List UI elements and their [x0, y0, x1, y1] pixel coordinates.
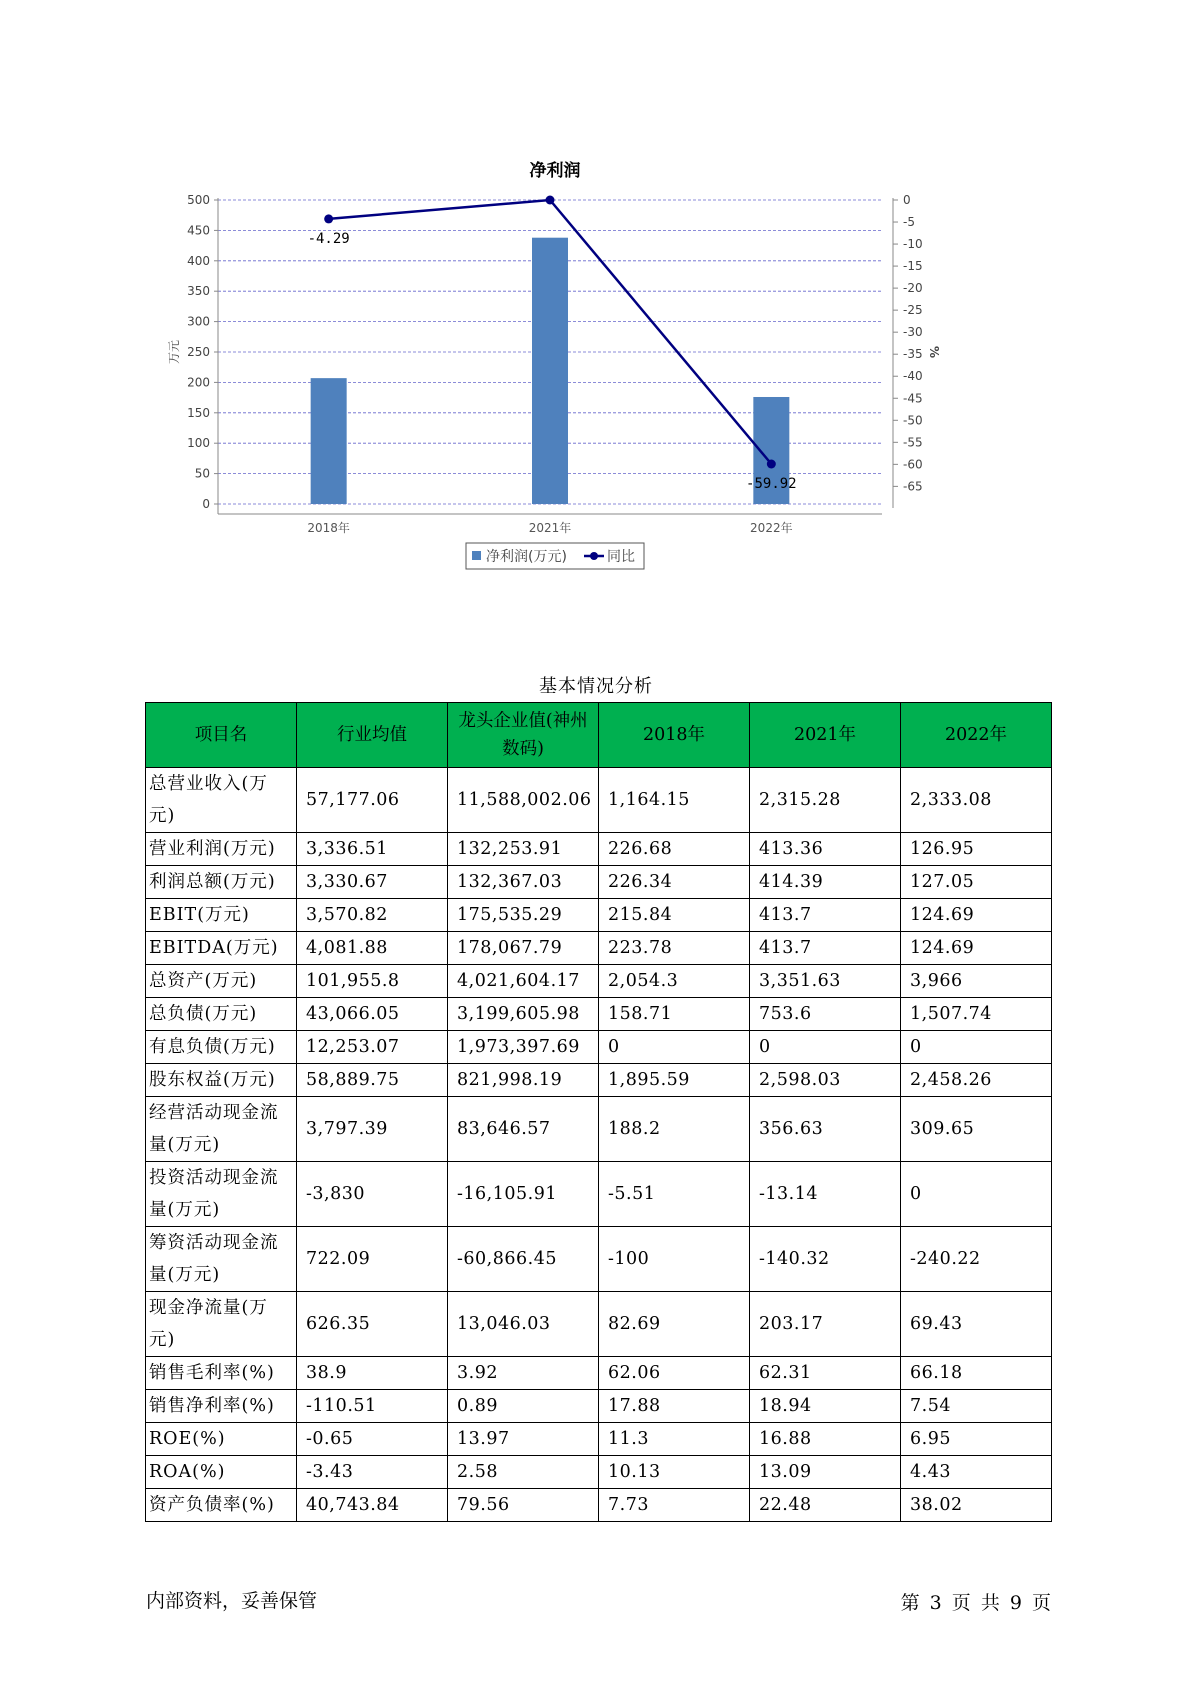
- net-profit-chart: [160, 160, 1040, 620]
- table-cell: 1,507.74: [901, 998, 1052, 1031]
- table-cell: 178,067.79: [448, 932, 599, 965]
- table-cell: 17.88: [599, 1390, 750, 1423]
- table-cell: 13,046.03: [448, 1292, 599, 1357]
- table-cell: 16.88: [750, 1423, 901, 1456]
- table-cell: 43,066.05: [297, 998, 448, 1031]
- table-cell: 13.09: [750, 1456, 901, 1489]
- table-cell: 132,253.91: [448, 833, 599, 866]
- row-label-cell: 股东权益(万元): [146, 1064, 297, 1097]
- x-tick-label: 2018年: [307, 521, 350, 535]
- legend-bar-label: 净利润(万元): [486, 549, 567, 565]
- table-cell: -60,866.45: [448, 1227, 599, 1292]
- yoy-point: [767, 459, 776, 468]
- table-cell: 626.35: [297, 1292, 448, 1357]
- table-caption: 基本情况分析: [539, 676, 653, 697]
- table-cell: 57,177.06: [297, 768, 448, 833]
- row-label-cell: 投资活动现金流量(万元): [146, 1162, 297, 1227]
- y-axis-title: 万元: [167, 339, 181, 365]
- table-cell: 356.63: [750, 1097, 901, 1162]
- y-tick-label: 150: [187, 405, 210, 420]
- row-label-cell: EBITDA(万元): [146, 932, 297, 965]
- header-year-2018: 2018年: [599, 703, 750, 768]
- table-cell: 62.31: [750, 1357, 901, 1390]
- table-cell: -0.65: [297, 1423, 448, 1456]
- table-cell: 11.3: [599, 1423, 750, 1456]
- y-tick-label: 50: [194, 466, 210, 481]
- table-cell: 413.36: [750, 833, 901, 866]
- yoy-point-label: -59.92: [746, 475, 797, 492]
- y-right-tick-label: -5: [903, 215, 915, 230]
- table-cell: 226.34: [599, 866, 750, 899]
- table-row: [146, 1456, 1052, 1489]
- row-label-cell: 有息负债(万元): [146, 1031, 297, 1064]
- table-row: [146, 1064, 1052, 1097]
- table-cell: -13.14: [750, 1162, 901, 1227]
- y-right-tick-label: -55: [903, 435, 923, 450]
- row-label-cell: EBIT(万元): [146, 899, 297, 932]
- table-cell: 3,797.39: [297, 1097, 448, 1162]
- header-year-2021: 2021年: [750, 703, 901, 768]
- bar-2018年: [311, 378, 347, 504]
- y-tick-label: 450: [187, 223, 210, 238]
- table-cell: 69.43: [901, 1292, 1052, 1357]
- table-cell: 3,351.63: [750, 965, 901, 998]
- table-cell: 10.13: [599, 1456, 750, 1489]
- table-cell: 0.89: [448, 1390, 599, 1423]
- table-cell: 413.7: [750, 932, 901, 965]
- footer-confidential: 内部资料，妥善保管: [146, 1590, 318, 1612]
- table-cell: 6.95: [901, 1423, 1052, 1456]
- y-tick-label: 0: [202, 497, 210, 511]
- row-label-cell: 总资产(万元): [146, 965, 297, 998]
- table-cell: 1,973,397.69: [448, 1031, 599, 1064]
- table-cell: 83,646.57: [448, 1097, 599, 1162]
- table-cell: 413.7: [750, 899, 901, 932]
- table-cell: 821,998.19: [448, 1064, 599, 1097]
- table-cell: 3,966: [901, 965, 1052, 998]
- table-row: [146, 1162, 1052, 1227]
- y-tick-label: 250: [187, 345, 210, 359]
- y-right-tick-label: -40: [903, 369, 923, 384]
- table-cell: 13.97: [448, 1423, 599, 1456]
- legend-bar-swatch: [472, 551, 481, 560]
- table-cell: 226.68: [599, 833, 750, 866]
- table-cell: 7.54: [901, 1390, 1052, 1423]
- table-cell: 1,164.15: [599, 768, 750, 833]
- y-right-tick-label: -30: [903, 325, 923, 340]
- table-cell: 223.78: [599, 932, 750, 965]
- table-row: [146, 932, 1052, 965]
- table-cell: 3,199,605.98: [448, 998, 599, 1031]
- row-label-cell: 利润总额(万元): [146, 866, 297, 899]
- row-label-cell: ROE(%): [146, 1423, 297, 1456]
- header-item-name: 项目名: [146, 703, 297, 768]
- legend-line-marker: [590, 552, 598, 560]
- table-cell: 124.69: [901, 932, 1052, 965]
- table-cell: 722.09: [297, 1227, 448, 1292]
- basic-analysis-table: [145, 702, 1052, 1522]
- y-right-tick-label: -20: [903, 281, 923, 296]
- table-cell: 1,895.59: [599, 1064, 750, 1097]
- y-right-tick-label: -10: [903, 237, 923, 252]
- table-cell: 4.43: [901, 1456, 1052, 1489]
- y-tick-label: 500: [187, 193, 210, 207]
- y-tick-label: 400: [187, 253, 210, 268]
- legend-line-label: 同比: [607, 549, 635, 565]
- table-cell: -110.51: [297, 1390, 448, 1423]
- y-axis-right-title: %: [927, 345, 941, 359]
- row-label-cell: 筹资活动现金流量(万元): [146, 1227, 297, 1292]
- table-cell: 101,955.8: [297, 965, 448, 998]
- yoy-point: [324, 214, 333, 223]
- table-cell: 40,743.84: [297, 1489, 448, 1522]
- table-cell: 2.58: [448, 1456, 599, 1489]
- table-cell: 158.71: [599, 998, 750, 1031]
- table-cell: 11,588,002.06: [448, 768, 599, 833]
- table-cell: 4,021,604.17: [448, 965, 599, 998]
- row-label-cell: 销售净利率(%): [146, 1390, 297, 1423]
- table-cell: 0: [901, 1162, 1052, 1227]
- chart-title: 净利润: [529, 161, 581, 181]
- table-row: [146, 899, 1052, 932]
- y-tick-label: 200: [187, 375, 210, 390]
- table-row: [146, 1357, 1052, 1390]
- bar-2021年: [532, 238, 568, 504]
- table-cell: -240.22: [901, 1227, 1052, 1292]
- table-cell: 2,458.26: [901, 1064, 1052, 1097]
- table-cell: 18.94: [750, 1390, 901, 1423]
- table-cell: 2,333.08: [901, 768, 1052, 833]
- table-cell: 62.06: [599, 1357, 750, 1390]
- table-cell: 0: [750, 1031, 901, 1064]
- table-cell: -3,830: [297, 1162, 448, 1227]
- header-leader-value: 龙头企业值(神州数码): [448, 703, 599, 768]
- table-cell: 2,315.28: [750, 768, 901, 833]
- row-label-cell: 经营活动现金流量(万元): [146, 1097, 297, 1162]
- table-row: [146, 1031, 1052, 1064]
- table-cell: 309.65: [901, 1097, 1052, 1162]
- table-cell: 38.02: [901, 1489, 1052, 1522]
- header-industry-avg: 行业均值: [297, 703, 448, 768]
- row-label-cell: 资产负债率(%): [146, 1489, 297, 1522]
- table-cell: 0: [599, 1031, 750, 1064]
- table-row: [146, 833, 1052, 866]
- header-year-2022: 2022年: [901, 703, 1052, 768]
- table-cell: 124.69: [901, 899, 1052, 932]
- table-cell: 203.17: [750, 1292, 901, 1357]
- table-cell: 175,535.29: [448, 899, 599, 932]
- table-cell: 3,330.67: [297, 866, 448, 899]
- row-label-cell: 营业利润(万元): [146, 833, 297, 866]
- table-cell: 0: [901, 1031, 1052, 1064]
- table-cell: 82.69: [599, 1292, 750, 1357]
- table-header-row: [146, 703, 1052, 768]
- y-right-tick-label: 0: [903, 193, 911, 207]
- table-row: [146, 1097, 1052, 1162]
- y-right-tick-label: -60: [903, 457, 923, 472]
- table-cell: -5.51: [599, 1162, 750, 1227]
- table-cell: 79.56: [448, 1489, 599, 1522]
- footer-page-number: 第 3 页 共 9 页: [900, 1592, 1051, 1614]
- y-right-tick-label: -35: [903, 347, 923, 362]
- y-right-tick-label: -25: [903, 303, 923, 318]
- row-label-cell: 现金净流量(万元): [146, 1292, 297, 1357]
- table-cell: 188.2: [599, 1097, 750, 1162]
- table-row: [146, 965, 1052, 998]
- row-label-cell: 总营业收入(万元): [146, 768, 297, 833]
- table-cell: 22.48: [750, 1489, 901, 1522]
- table-row: [146, 1292, 1052, 1357]
- y-tick-label: 100: [187, 436, 210, 451]
- table-cell: 126.95: [901, 833, 1052, 866]
- table-cell: -100: [599, 1227, 750, 1292]
- yoy-point-label: -4.29: [307, 230, 350, 247]
- x-tick-label: 2021年: [528, 521, 572, 535]
- table-cell: 2,054.3: [599, 965, 750, 998]
- table-row: [146, 1227, 1052, 1292]
- yoy-point: [546, 196, 555, 205]
- table-cell: 3,570.82: [297, 899, 448, 932]
- table-row: [146, 1390, 1052, 1423]
- y-right-tick-label: -50: [903, 413, 923, 428]
- table-cell: -140.32: [750, 1227, 901, 1292]
- table-cell: 127.05: [901, 866, 1052, 899]
- table-row: [146, 768, 1052, 833]
- row-label-cell: 销售毛利率(%): [146, 1357, 297, 1390]
- table-cell: 66.18: [901, 1357, 1052, 1390]
- table-cell: 3.92: [448, 1357, 599, 1390]
- table-row: [146, 1423, 1052, 1456]
- table-cell: -3.43: [297, 1456, 448, 1489]
- y-tick-label: 300: [187, 314, 210, 329]
- y-tick-label: 350: [187, 284, 210, 299]
- table-cell: 58,889.75: [297, 1064, 448, 1097]
- table-row: [146, 998, 1052, 1031]
- table-cell: 4,081.88: [297, 932, 448, 965]
- y-right-tick-label: -15: [903, 259, 923, 274]
- y-right-tick-label: -65: [903, 479, 923, 494]
- table-row: [146, 1489, 1052, 1522]
- table-cell: 12,253.07: [297, 1031, 448, 1064]
- table-cell: 132,367.03: [448, 866, 599, 899]
- table-cell: 38.9: [297, 1357, 448, 1390]
- y-right-tick-label: -45: [903, 391, 923, 406]
- table-cell: 215.84: [599, 899, 750, 932]
- table-cell: 414.39: [750, 866, 901, 899]
- table-cell: -16,105.91: [448, 1162, 599, 1227]
- table-cell: 7.73: [599, 1489, 750, 1522]
- row-label-cell: 总负债(万元): [146, 998, 297, 1031]
- table-cell: 2,598.03: [750, 1064, 901, 1097]
- row-label-cell: ROA(%): [146, 1456, 297, 1489]
- x-tick-label: 2022年: [750, 521, 793, 535]
- table-cell: 3,336.51: [297, 833, 448, 866]
- table-cell: 753.6: [750, 998, 901, 1031]
- table-row: [146, 866, 1052, 899]
